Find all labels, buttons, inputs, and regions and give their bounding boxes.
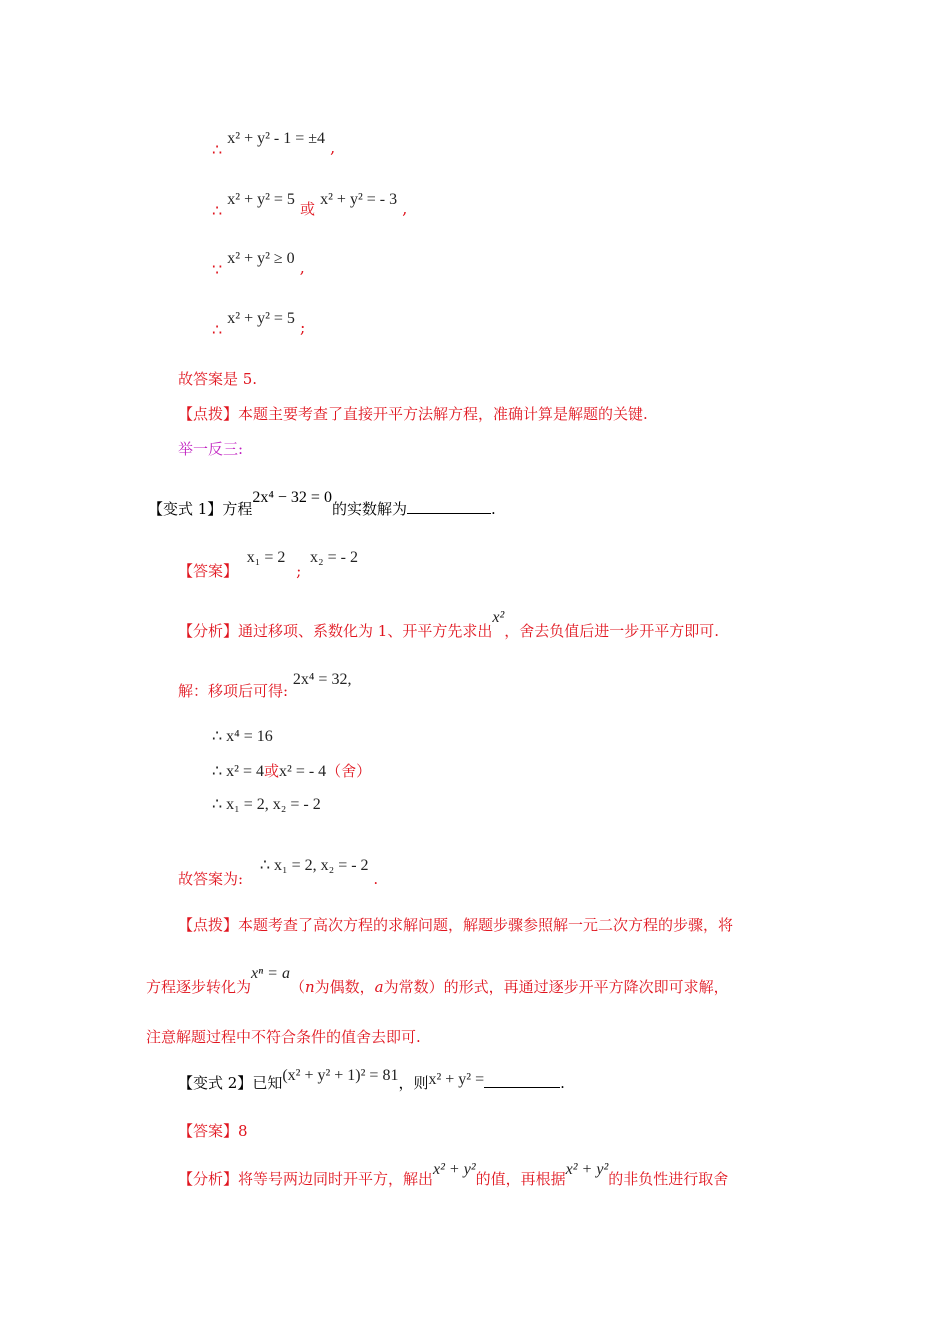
analysis-expression: x² + y² <box>433 1161 476 1178</box>
solution-label: 解：移项后可得: <box>178 682 289 700</box>
tip-tag: 【点拨】 <box>178 405 239 423</box>
variant-2-analysis <box>178 1161 729 1189</box>
step-row-4 <box>212 308 306 339</box>
question-prefix: 方程 <box>222 500 253 518</box>
question-suffix: 的实数解为 <box>331 500 407 518</box>
tip-text: 为常数）的形式，再通过逐步开平方降次即可求解， <box>383 978 729 996</box>
step-punct: ; <box>300 318 306 337</box>
final-end: . <box>373 870 379 888</box>
variant-tag: 【变式 1】 <box>148 500 223 518</box>
step-punct: , <box>402 199 408 218</box>
or-word: 或 <box>264 762 280 780</box>
variant-2-answer <box>178 1120 248 1141</box>
analysis-text: 的值，再根据 <box>475 1170 566 1188</box>
answer-sep: ; <box>296 562 302 580</box>
answer-value-a: x₁ = 2 <box>246 549 286 566</box>
tip-text: 方程逐步转化为 <box>146 978 252 996</box>
variant-2-question <box>178 1067 565 1093</box>
answer-blank <box>407 499 491 514</box>
step-equation: ∴ x² = 4 <box>212 763 264 780</box>
therefore-symbol: ∴ <box>212 201 223 220</box>
variant-1-analysis <box>178 609 720 641</box>
tip-var-n: n <box>304 978 315 996</box>
question-mid: ，则 <box>398 1074 429 1092</box>
tip-text: 为偶数， <box>314 978 375 996</box>
final-equation: ∴ x₁ = 2, x₂ = - 2 <box>259 857 369 874</box>
step-punct: , <box>330 138 336 157</box>
answer-value: 8 <box>238 1122 248 1140</box>
analysis-text-end: 的非负性进行取舍 <box>608 1170 729 1188</box>
tip-paragraph-2-line-2: 方程逐步转化为xⁿ = a（n为偶数，a为常数）的形式，再通过逐步开平方降次即可求解， <box>146 965 729 996</box>
tip-text: 本题考查了高次方程的求解问题，解题步骤参照解一元二次方程的步骤，将 <box>238 916 734 934</box>
analysis-var: x² <box>492 609 505 626</box>
therefore-symbol: ∴ <box>212 320 223 339</box>
step-equation: x² + y² = 5 <box>227 191 295 208</box>
question-equation: 2x⁴ − 32 = 0 <box>252 489 332 506</box>
final-answer-line <box>178 857 379 889</box>
tip-paragraph-2-line-3: 注意解题过程中不符合条件的值舍去即可. <box>146 1028 421 1046</box>
variant-1-answer <box>178 549 358 581</box>
step-row-3 <box>212 248 305 279</box>
solution-equation: 2x⁴ = 32, <box>292 671 352 688</box>
analysis-tag: 【分析】 <box>178 1170 239 1188</box>
step-equation: x² + y² ≥ 0 <box>227 250 295 267</box>
step-equation: x² + y² = 5 <box>227 310 295 327</box>
solution-step-3: ∴ x₁ = 2, x₂ = - 2 <box>212 796 321 813</box>
answer-value-b: x₂ = - 2 <box>310 549 358 566</box>
step-equation: x² + y² = - 3 <box>320 191 398 208</box>
step-equation: x² + y² - 1 = ±4 <box>227 130 326 147</box>
analysis-text: 将等号两边同时开平方，解出 <box>238 1170 434 1188</box>
analysis-text: 通过移项、系数化为 1、开平方先求出 <box>238 622 493 640</box>
tip-equation: xⁿ = a <box>251 965 290 982</box>
therefore-symbol: ∴ <box>212 140 223 159</box>
tip-paragraph-2-line-1 <box>178 914 733 935</box>
solution-line <box>178 671 352 701</box>
final-label: 故答案为: <box>178 870 244 888</box>
tip-paragraph-1 <box>178 403 648 424</box>
variant-tag: 【变式 2】 <box>178 1074 253 1092</box>
question-prefix: 已知 <box>252 1074 283 1092</box>
answer-blank <box>484 1073 560 1088</box>
answer-tag: 【答案】 <box>178 1122 239 1140</box>
question-end: . <box>560 1074 565 1092</box>
answer-tag: 【答案】 <box>178 562 239 580</box>
step-equation: x² = - 4 <box>279 763 327 780</box>
because-symbol: ∵ <box>212 260 223 279</box>
answer-line: 故答案是 5. <box>178 370 258 388</box>
analysis-expression: x² + y² <box>565 1161 609 1178</box>
solution-step-2 <box>212 760 371 781</box>
question-expression: x² + y² = <box>428 1071 485 1088</box>
analysis-text-end: ，舍去负值后进一步开平方即可. <box>504 622 720 640</box>
variant-1-question <box>148 489 496 519</box>
tip-tag: 【点拨】 <box>178 916 239 934</box>
step-row-2 <box>212 188 408 220</box>
tip-var-a: a <box>374 978 384 996</box>
section-heading: 举一反三: <box>178 440 244 458</box>
tip-text: 本题主要考查了直接开平方法解方程，准确计算是解题的关键. <box>238 405 648 423</box>
step-punct: , <box>299 258 305 277</box>
question-end: . <box>490 500 496 518</box>
question-equation: (x² + y² + 1)² = 81 <box>282 1067 399 1084</box>
discard-note: （舍） <box>326 762 372 780</box>
step-row-1 <box>212 128 336 159</box>
or-word: 或 <box>300 200 316 218</box>
solution-step-1: ∴ x⁴ = 16 <box>212 728 273 745</box>
analysis-tag: 【分析】 <box>178 622 239 640</box>
